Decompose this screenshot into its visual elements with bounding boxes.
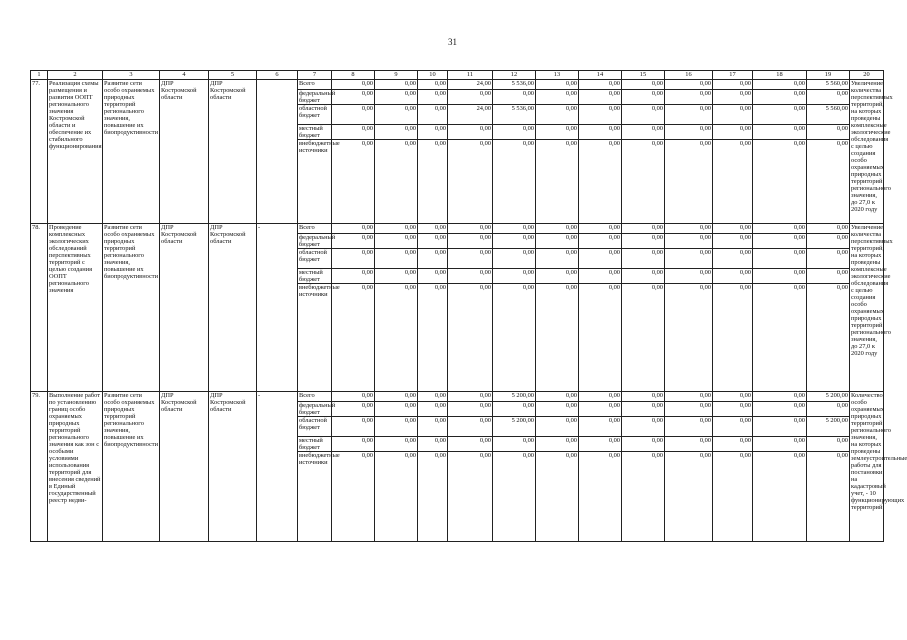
funding-value: 0,00 [622,269,665,284]
funding-value: 0,00 [493,402,536,417]
funding-value: 0,00 [753,105,807,125]
funding-value: 0,00 [332,249,375,269]
funding-value: 0,00 [448,140,493,224]
funding-value: 0,00 [493,224,536,234]
funding-value: 0,00 [713,284,753,392]
funding-value: 0,00 [418,234,448,249]
funding-value: 0,00 [375,224,418,234]
funding-source: федеральный бюджет [299,234,336,248]
entry-name: Проведение комплексных экологических обследований перспективных территорий с целью создания ООПТ регионального значения [48,224,103,392]
funding-value: 5 200,00 [493,392,536,402]
funding-value: 0,00 [536,402,579,417]
funding-value: 24,00 [448,80,493,90]
funding-value: 0,00 [448,224,493,234]
funding-value: 0,00 [713,90,753,105]
funding-value: 0,00 [665,269,713,284]
funding-value: 0,00 [418,392,448,402]
funding-value: 0,00 [536,234,579,249]
col-header: 4 [160,71,209,80]
funding-value: 0,00 [753,417,807,437]
funding-source: местный бюджет [298,437,332,452]
funding-value: 0,00 [375,452,418,542]
funding-source: внебюджетные источники [298,452,332,542]
funding-value: 0,00 [713,80,753,90]
funding-value: 0,00 [493,452,536,542]
funding-value: 0,00 [713,105,753,125]
col-header: 19 [807,71,850,80]
funding-source: внебюджетные источники [298,140,332,224]
entry-name: Реализация схемы размещения и развития ООПТ регионального значения Костромской области и обеспечение их стабильного функционирования [48,80,103,224]
funding-value: 0,00 [448,90,493,105]
funding-value: 0,00 [665,417,713,437]
funding-value: 0,00 [622,224,665,234]
funding-value: 0,00 [418,224,448,234]
funding-value: 0,00 [753,249,807,269]
funding-value: 5 200,00 [807,392,850,402]
funding-value: 0,00 [418,452,448,542]
funding-value: 0,00 [375,125,418,140]
page-number: 31 [448,37,457,47]
col-header: 13 [536,71,579,80]
funding-value: 0,00 [665,90,713,105]
funding-value: 0,00 [713,125,753,140]
funding-value: 0,00 [418,284,448,392]
funding-value: 0,00 [493,125,536,140]
table-row [31,224,884,234]
funding-value: 0,00 [622,125,665,140]
funding-value: 0,00 [418,417,448,437]
funding-source: федеральный бюджет [299,402,336,416]
funding-value: 0,00 [332,140,375,224]
funding-value: 5 560,00 [807,80,850,90]
funding-value: 0,00 [536,224,579,234]
entry-result: Количество особо охраняемых природных территорий регионального значения, на которых проведены землеустроительные работы для постановки на кадастровый учет, - 10 функционирующих территорий [850,392,884,542]
table-row [31,392,884,402]
funding-source: внебюджетные источники [298,284,332,392]
col-header: 6 [257,71,298,80]
funding-value: 0,00 [622,452,665,542]
funding-value: 0,00 [536,452,579,542]
entry-goal: Развитие сети особо охраняемых природных территорий регионального значения, повышение их биопродуктивности [103,224,160,392]
funding-value: 0,00 [622,249,665,269]
funding-value: 0,00 [536,90,579,105]
funding-source: федеральный бюджет [299,90,336,104]
funding-value: 5 200,00 [807,417,850,437]
funding-value: 0,00 [713,140,753,224]
funding-value: 0,00 [375,437,418,452]
funding-value: 0,00 [448,284,493,392]
funding-value: 0,00 [807,125,850,140]
funding-value: 0,00 [753,402,807,417]
funding-value: 0,00 [418,140,448,224]
funding-value: 0,00 [753,437,807,452]
funding-value: 0,00 [332,125,375,140]
funding-value: 0,00 [807,284,850,392]
funding-value: 0,00 [579,437,622,452]
funding-value: 0,00 [375,402,418,417]
funding-value: 0,00 [807,452,850,542]
funding-value: 0,00 [713,437,753,452]
col-header: 17 [713,71,753,80]
table-row [31,80,884,90]
funding-value: 0,00 [713,402,753,417]
funding-value: 0,00 [375,105,418,125]
col-header: 3 [103,71,160,80]
funding-value: 0,00 [493,284,536,392]
funding-value: 0,00 [536,249,579,269]
funding-value: 0,00 [418,90,448,105]
funding-value: 0,00 [418,269,448,284]
funding-source: областной бюджет [298,417,332,437]
funding-value: 0,00 [579,105,622,125]
funding-value: 0,00 [493,234,536,249]
funding-value: 0,00 [665,437,713,452]
funding-value: 0,00 [753,284,807,392]
funding-value: 0,00 [753,452,807,542]
funding-value: 0,00 [579,392,622,402]
funding-value: 0,00 [622,392,665,402]
funding-value: 0,00 [807,224,850,234]
funding-value: 0,00 [622,234,665,249]
funding-value: 0,00 [418,249,448,269]
funding-value: 0,00 [622,402,665,417]
funding-value: 0,00 [713,224,753,234]
col-header: 18 [753,71,807,80]
funding-value: 0,00 [418,437,448,452]
funding-value: 0,00 [579,224,622,234]
funding-value: 0,00 [375,269,418,284]
funding-value: 0,00 [493,249,536,269]
funding-value: 0,00 [332,452,375,542]
table-body [31,71,907,542]
funding-value: 5 536,00 [493,105,536,125]
funding-value: 0,00 [448,452,493,542]
funding-value: 0,00 [807,140,850,224]
funding-value: 0,00 [375,284,418,392]
funding-value: 0,00 [807,234,850,249]
funding-value: 0,00 [448,417,493,437]
funding-value: 0,00 [807,437,850,452]
funding-value: 0,00 [665,234,713,249]
funding-value: 0,00 [622,80,665,90]
entry-goal: Развитие сети особо охраняемых природных территорий регионального значения, повышение их биопродуктивности [103,80,160,224]
col-header: 8 [332,71,375,80]
funding-value: 0,00 [536,269,579,284]
funding-value: 0,00 [665,392,713,402]
funding-value: 0,00 [375,90,418,105]
executor: ДПР Костромской области [160,80,209,224]
funding-value: 0,00 [579,417,622,437]
funding-value: 0,00 [332,417,375,437]
funding-value: 0,00 [536,125,579,140]
col-header: 15 [622,71,665,80]
funding-value: 0,00 [375,80,418,90]
funding-value: 0,00 [332,269,375,284]
entry-number: 78. [31,224,48,392]
col-header: 11 [448,71,493,80]
funding-value: 0,00 [536,437,579,452]
executor: ДПР Костромской области [160,392,209,542]
funding-value: 0,00 [579,140,622,224]
funding-value: 0,00 [332,392,375,402]
funding-source: Всего [298,392,332,402]
funding-value: 0,00 [448,249,493,269]
funding-value: 0,00 [418,402,448,417]
funding-value: 0,00 [418,80,448,90]
coexecutor: ДПР Костромской области [209,80,257,224]
funding-source: Всего [298,224,332,234]
col-header: 1 [31,71,48,80]
funding-value: 0,00 [579,80,622,90]
funding-value: 0,00 [493,269,536,284]
funding-source: местный бюджет [298,269,332,284]
col-header: 20 [850,71,884,80]
funding-value: 0,00 [375,234,418,249]
funding-value: 0,00 [579,269,622,284]
funding-value: 0,00 [418,125,448,140]
funding-value: 24,00 [448,105,493,125]
funding-value: 0,00 [807,269,850,284]
funding-value: 0,00 [665,140,713,224]
funding-value: 0,00 [536,80,579,90]
funding-value: 0,00 [622,90,665,105]
funding-value: 0,00 [332,284,375,392]
funding-value: 0,00 [807,249,850,269]
funding-value: 0,00 [536,284,579,392]
funding-value: 0,00 [622,105,665,125]
funding-value: 0,00 [493,437,536,452]
funding-value: 0,00 [622,417,665,437]
funding-value: 0,00 [622,284,665,392]
funding-value: 0,00 [665,80,713,90]
funding-value: 0,00 [579,402,622,417]
executor: ДПР Костромской области [160,224,209,392]
entry-goal: Развитие сети особо охраняемых природных территорий регионального значения, повышение их биопродуктивности [103,392,160,542]
funding-value: 0,00 [753,224,807,234]
funding-value: 0,00 [753,80,807,90]
funding-value: 0,00 [418,105,448,125]
funding-source: областной бюджет [298,105,332,125]
funding-value: 0,00 [579,125,622,140]
funding-value: 0,00 [665,249,713,269]
funding-value: 0,00 [448,392,493,402]
funding-value: 0,00 [713,417,753,437]
funding-value: 0,00 [579,284,622,392]
funding-value: 0,00 [375,417,418,437]
funding-value: 5 536,00 [493,80,536,90]
funding-value: 0,00 [713,392,753,402]
funding-value: 0,00 [579,90,622,105]
funding-value: 0,00 [448,125,493,140]
funding-value: 0,00 [448,402,493,417]
funding-value: 5 200,00 [493,417,536,437]
funding-source: местный бюджет [298,125,332,140]
col-header: 7 [298,71,332,80]
funding-value: 0,00 [665,105,713,125]
funding-value: 0,00 [332,234,375,249]
column-number-row [31,71,884,80]
funding-value: 0,00 [332,80,375,90]
funding-source: Всего [298,80,332,90]
funding-value: 0,00 [448,234,493,249]
col-header: 10 [418,71,448,80]
funding-value: 0,00 [536,140,579,224]
funding-value: 0,00 [332,402,375,417]
entry-col6: - [257,224,298,392]
funding-value: 0,00 [536,392,579,402]
funding-value: 0,00 [753,140,807,224]
funding-value: 0,00 [753,392,807,402]
funding-value: 0,00 [665,402,713,417]
funding-value: 0,00 [332,224,375,234]
funding-value: 0,00 [713,269,753,284]
funding-value: 0,00 [579,452,622,542]
entry-number: 79. [31,392,48,542]
funding-value: 0,00 [665,224,713,234]
funding-value: 0,00 [753,234,807,249]
funding-value: 0,00 [493,90,536,105]
funding-value: 0,00 [753,90,807,105]
program-table [30,70,907,542]
funding-value: 0,00 [665,452,713,542]
funding-value: 0,00 [375,140,418,224]
col-header: 2 [48,71,103,80]
coexecutor: ДПР Костромской области [209,392,257,542]
entry-col6: - [257,392,298,542]
funding-value: 0,00 [332,105,375,125]
funding-value: 0,00 [665,284,713,392]
funding-value: 5 560,00 [807,105,850,125]
entry-col6 [257,80,298,224]
entry-name: Выполнение работ по установлению границ особо охраняемых природных территорий регионального значения как зон с особыми условиями использования территорий для внесения сведений в Единый государственный реестр недви- [48,392,103,542]
funding-value: 0,00 [807,90,850,105]
funding-value: 0,00 [448,269,493,284]
funding-value: 0,00 [753,269,807,284]
col-header: 5 [209,71,257,80]
coexecutor: ДПР Костромской области [209,224,257,392]
funding-value: 0,00 [493,140,536,224]
funding-value: 0,00 [622,140,665,224]
funding-value: 0,00 [332,90,375,105]
funding-value: 0,00 [375,392,418,402]
funding-value: 0,00 [665,125,713,140]
entry-result: Увеличение количества перспективных территорий, на которых проведены комплексные экологические обследования с целью создания особо охраняемых природных территорий регионального значения, до 27,0 к 2020 году [850,80,884,224]
funding-value: 0,00 [536,105,579,125]
funding-value: 0,00 [713,452,753,542]
funding-value: 0,00 [536,417,579,437]
funding-value: 0,00 [579,234,622,249]
funding-value: 0,00 [375,249,418,269]
entry-result: Увеличение количества перспективных территорий, на которых проведены комплексные экологические обследования с целью создания особо охраняемых природных территорий регионального значения, до 27,0 к 2020 году [850,224,884,392]
funding-value: 0,00 [622,437,665,452]
funding-value: 0,00 [807,402,850,417]
funding-value: 0,00 [713,249,753,269]
funding-source: областной бюджет [298,249,332,269]
funding-value: 0,00 [713,234,753,249]
entry-number: 77. [31,80,48,224]
col-header: 12 [493,71,536,80]
col-header: 14 [579,71,622,80]
funding-value: 0,00 [753,125,807,140]
funding-value: 0,00 [579,249,622,269]
col-header: 16 [665,71,713,80]
funding-value: 0,00 [448,437,493,452]
col-header: 9 [375,71,418,80]
funding-value: 0,00 [332,437,375,452]
